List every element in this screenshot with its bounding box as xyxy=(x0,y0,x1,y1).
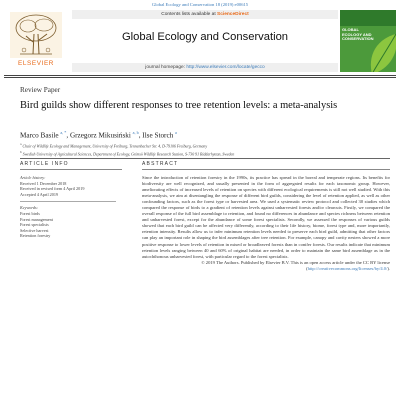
affiliation-line xyxy=(20,142,390,150)
affiliation-marker: b xyxy=(20,149,22,154)
leaf-icon xyxy=(366,32,396,72)
copyright-text: © 2019 The Authors. Published by Elsevier B.V. This is an open access article under the CC BY license ( xyxy=(201,259,390,271)
affiliation-marker: a xyxy=(20,142,22,146)
history-item: Received 1 December 2018 xyxy=(20,180,67,186)
keyword: Forest specialists xyxy=(20,222,49,228)
affiliation-text: Swedish University of Agricultural Sciences, Department of Ecology, Grimsö Wildlife Research Station, S-730 91 Riddarhyttan, Sweden xyxy=(22,152,235,156)
license-link[interactable]: http://creativecommons.org/licenses/by/4.0/ xyxy=(307,265,388,271)
header-rule xyxy=(4,75,396,76)
elsevier-tree-icon xyxy=(10,12,62,58)
cover-band xyxy=(340,10,396,26)
article-title: Bird guilds show different responses to tree retention levels: a meta-analysis xyxy=(20,100,338,111)
affiliations xyxy=(20,142,390,157)
copyright-end: ). xyxy=(387,265,390,271)
contents-prefix: Contents lists available at xyxy=(161,12,217,17)
affiliation-text: Chair of Wildlife Ecology and Management, University of Freiburg, Tennenbacher Str. 4, D-79106 Freiburg, Germany xyxy=(22,144,208,149)
author-affiliation-marker[interactable]: a, * xyxy=(60,130,67,135)
history-label: Article history: xyxy=(20,175,46,180)
history-item: Received in revised form 4 April 2019 xyxy=(20,186,85,192)
journal-masthead xyxy=(4,10,396,72)
author-affiliation-marker[interactable]: a xyxy=(175,130,177,135)
keyword: Retention forestry xyxy=(20,233,51,239)
keyword: Forest birds xyxy=(20,210,40,216)
abstract-heading: ABSTRACT xyxy=(142,161,390,170)
contents-bar xyxy=(72,10,338,19)
author-name[interactable]: Marco Basile xyxy=(20,131,59,140)
article-type: Review Paper xyxy=(20,86,61,94)
journal-citation[interactable]: Global Ecology and Conservation 18 (2019) e00615 xyxy=(151,2,249,7)
affiliation-line xyxy=(20,150,390,158)
keyword: Selective harvest xyxy=(20,227,49,233)
info-divider xyxy=(20,201,116,202)
header-rule-thin xyxy=(4,77,396,78)
section-rule xyxy=(20,158,390,159)
article-info-column xyxy=(20,161,122,239)
article-info-heading: ARTICLE INFO xyxy=(20,161,122,170)
cover-title: GLOBAL ECOLOGY AND CONSERVATION xyxy=(342,27,374,42)
history-item: Accepted 4 April 2019 xyxy=(20,191,59,197)
journal-title: Global Ecology and Conservation xyxy=(121,31,289,43)
elsevier-logo[interactable] xyxy=(4,12,68,70)
author-name[interactable]: Grzegorz Mikusiński xyxy=(69,131,131,140)
journal-homepage-link[interactable]: http://www.elsevier.com/locate/gecco xyxy=(186,65,265,70)
copyright-line xyxy=(142,260,390,272)
publisher-name: ELSEVIER xyxy=(17,60,55,67)
homepage-prefix: journal homepage: xyxy=(145,65,187,70)
author-affiliation-marker[interactable]: a, b xyxy=(132,130,139,135)
sciencedirect-link[interactable]: ScienceDirect xyxy=(217,12,249,17)
abstract-text: Since the introduction of retention forestry in the 1990s, its practice has spread in the boreal and temperate regions. Its benefits for biodiversity are well recognized, and usually presented in the form of aggregated results for each taxonomic group. However, ameliorating effects of increased levels of retention on species with different ecological requirements is still not well studied. With this meta-analysis, we aim at disentangling the response of different bird guilds, considering the level of retention applied, as well as other confounding factors, such as the forest type or harvested area. We used a systematic review protocol and collected 30 studies which compared the response of birds to a gradient of retention levels against unharvested forests and/or clearcuts. Firstly, we compared the overall response of the full bird assemblage to retention, and found no differences in abundance and species richness between retention and unharvested forest, except for the abundance of some forest specialists. Secondly, we assessed the responses of various guilds showed that each bird guild can be affected very differently, according to their life history, biome, forest type and, more importantly, retention intensity. Results allow us to infer minimum retention levels needed to preserve each bird guild, admitting that other factors can play an important role in shaping the bird assemblages after tree retention. For example, canopy and cavity nesters showed a more positive response to lower levels of retention in mixed or broadleaved forests than in conifer forests. Our results indicate that minimum retention levels ranging between 40 and 60% of original habitat are needed, in order to maintain the same bird assemblage as in the autochthonous unharvested forest, with particular regard to the forest specialists. xyxy=(142,175,390,259)
keywords-label: Keywords: xyxy=(20,205,38,211)
author-name[interactable]: Ilse Storch xyxy=(142,131,174,140)
journal-header-center xyxy=(72,10,338,72)
keyword: Forest management xyxy=(20,216,53,222)
journal-cover-thumbnail[interactable] xyxy=(340,10,396,72)
homepage-bar xyxy=(72,63,338,72)
author-list: Marco Basile $^{a, *}$, Grzegorz Mikusiński $^{a, b}$, Ilse Storch $^a$ xyxy=(20,130,177,140)
abstract-column xyxy=(142,161,390,272)
abstract-body xyxy=(142,175,390,272)
